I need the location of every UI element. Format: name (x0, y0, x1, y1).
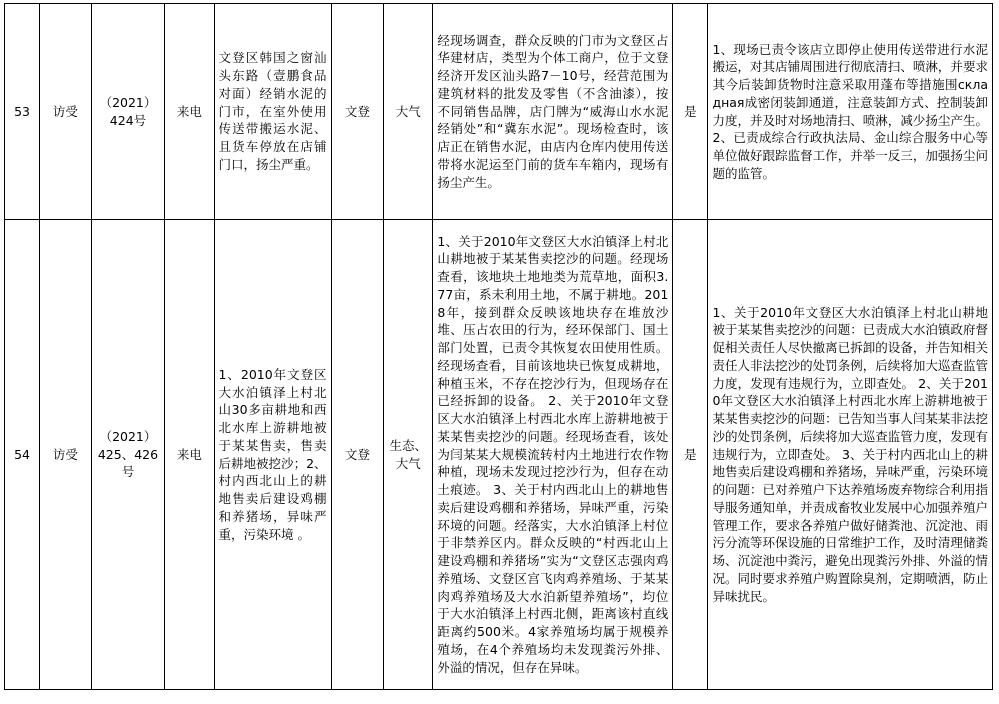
cell-number: 53 (5, 4, 40, 220)
cell-type: 访受 (40, 220, 92, 690)
complaint-handling-table (4, 3, 993, 690)
cell-code: （2021）424号 (91, 4, 165, 220)
cell-source: 来电 (165, 4, 214, 220)
cell-category: 大气 (384, 4, 433, 220)
cell-content: 1、关于2010年文登区大水泊镇泽上村北山耕地被于某某售卖挖沙的问题。经现场查看，该地块土地地类为荒草地，面积3.77亩，系未利用土地，不属于耕地。2018年，接到群众反映该地块存在堆放沙堆、压占农田的行为，经环保部门、国土部门处置，已责令其恢复农田使用性质。经现场查看，目前该地块已恢复成耕地，种植玉米，不存在挖沙行为，但现场存在已经拆卸的设备。 2、关于2010年文登区大水泊镇泽上村西北水库上游耕地被于某某售卖挖沙的问题。经现场查看，该处为闫某某大规模流转村内土地进行农作物种植，现场未发现过挖沙行为，但存在动土痕迹。 3、关于村内西北山上的耕地售卖后建设鸡棚和养猪场，异味严重，污染环境的问题。经落实，大水泊镇泽上村位于非禁养区内。群众反映的“村西北山上建设鸡棚和养猪场”实为“文登区志强肉鸡养殖场、文登区宫飞肉鸡养殖场、于某某肉鸡养殖场及大水泊新望养殖场”，均位于大水泊镇泽上村西北侧，距离该村直线距离约500米。4家养殖场均属于规模养殖场，在4个养殖场均未发现粪污外排、外溢的情况，但存在异味。 (433, 220, 673, 690)
cell-area: 文登 (331, 220, 384, 690)
table-row (5, 220, 993, 690)
cell-content: 经现场调查，群众反映的门市为文登区占华建材店，类型为个体工商户，位于文登经济开发区汕头路7－10号，经营范围为建筑材料的批发及零售（不含油漆），按不同销售品牌，店门牌为“威海山水水泥经销处”和“冀东水泥”。现场检查时，该店正在销售水泥，由店内仓库内使用传送带将水泥运至门前的货车车箱内，现场有扬尘产生。 (433, 4, 673, 220)
table-row (5, 4, 993, 220)
cell-category: 生态、大气 (384, 220, 433, 690)
cell-verified: 是 (673, 220, 708, 690)
cell-type: 访受 (40, 4, 92, 220)
cell-location: 1、2010年文登区大水泊镇泽上村北山30多亩耕地和西北水库上游耕地被于某某售卖，售卖后耕地被挖沙；2、村内西北山上的耕地售卖后建设鸡棚和养猪场，异味严重，污染环境 。 (214, 220, 331, 690)
cell-location: 文登区韩国之窗汕头东路（壹鹏食品对面）经销水泥的门市，在室外使用传送带搬运水泥、且货车停放在店铺门口，扬尘严重。 (214, 4, 331, 220)
cell-area: 文登 (331, 4, 384, 220)
cell-verified: 是 (673, 4, 708, 220)
cell-source: 来电 (165, 220, 214, 690)
cell-code: （2021）425、426号 (91, 220, 165, 690)
cell-result: 1、现场已责令该店立即停止使用传送带进行水泥搬运，对其店铺周围进行彻底清扫、喷淋，并要求其今后装卸货物时注意采取用蓬布等措施围складная成密闭装卸通道，注意装卸方式、控制装卸力度，并及时对场地清扫、喷淋，减少扬尘产生。 2、已责成综合行政执法局、金山综合服务中心等单位做好跟踪监督工作，并举一反三，加强扬尘问题的监管。 (708, 4, 993, 220)
cell-number: 54 (5, 220, 40, 690)
cell-result: 1、关于2010年文登区大水泊镇泽上村北山耕地被于某某售卖挖沙的问题：已责成大水泊镇政府督促相关责任人尽快撤离已拆卸的设备，并告知相关责任人非法挖沙的处罚条例，后续将加大巡查监管力度，发现有违规行为，立即查处。 2、关于2010年文登区大水泊镇泽上村西北水库上游耕地被于某某售卖挖沙的问题：已告知当事人闫某某非法挖沙的处罚条例，后续将加大巡查监管力度，发现有违规行为，立即查处。 3、关于村内西北山上的耕地售卖后建设鸡棚和养猪场，异味严重，污染环境的问题：已对养殖户下达养殖场废弃物综合利用指导服务通知单，并责成畜牧业发展中心加强养殖户管理工作，要求各养殖户做好储粪池、沉淀池、雨污分流等环保设施的日常维护工作，及时清理储粪场、沉淀池中粪污，避免出现粪污外排、外溢的情况。同时要求养殖户购置除臭剂，定期喷洒，防止异味扰民。 (708, 220, 993, 690)
